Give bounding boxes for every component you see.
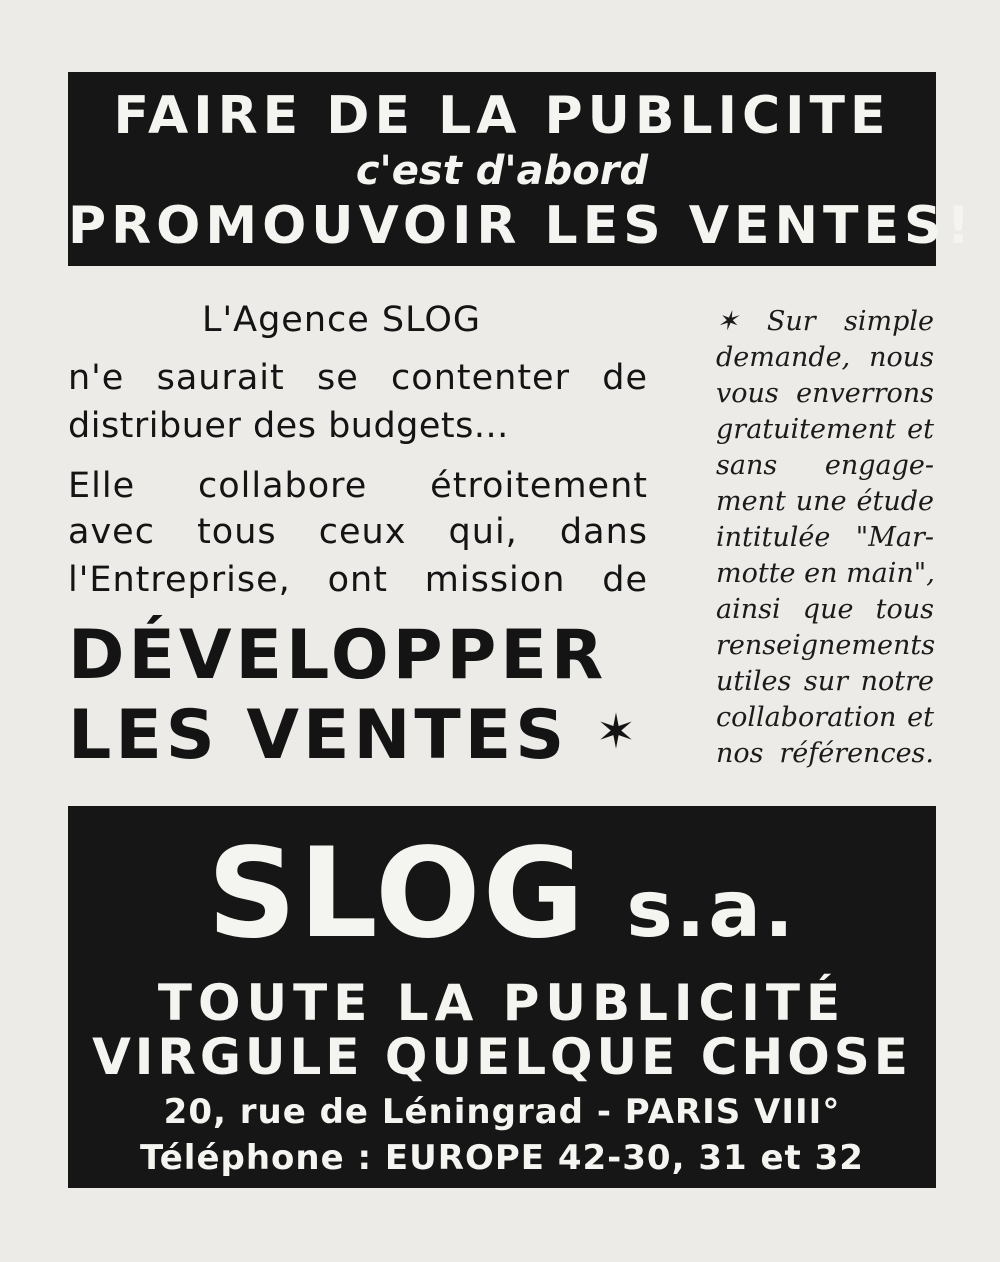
- side-note-line: utiles sur notre: [716, 666, 934, 697]
- body-line: Elle collabore étroitement: [68, 466, 648, 506]
- side-note-line: ment une étude: [716, 486, 934, 517]
- tagline-1: TOUTE LA PUBLICITÉ: [157, 974, 847, 1032]
- side-note-line: ainsi que tous: [716, 594, 934, 625]
- asterisk-star-icon: ✶: [595, 704, 641, 760]
- address: 20, rue de Léningrad - PARIS VIII°: [163, 1092, 841, 1132]
- body-line: l'Entreprise, ont mission de: [68, 560, 648, 600]
- side-note-line: collaboration et: [716, 702, 934, 733]
- brand-logo: [68, 822, 936, 966]
- side-note-line: demande, nous: [716, 342, 934, 373]
- body-line: distribuer des budgets...: [68, 406, 509, 446]
- footer-banner: [68, 806, 936, 1188]
- header-line-3: PROMOUVOIR LES VENTES!: [68, 196, 976, 256]
- side-note-line: vous enverrons: [716, 378, 934, 409]
- body-line-agency: L'Agence SLOG: [202, 300, 482, 340]
- phone: Téléphone : EUROPE 42-30, 31 et 32: [140, 1138, 864, 1178]
- header-banner: [68, 72, 976, 266]
- headline-sales-text: LES VENTES: [68, 696, 569, 775]
- brand-name: SLOG: [207, 822, 587, 966]
- side-note-line: motte en main",: [716, 558, 935, 589]
- body-line: avec tous ceux qui, dans: [68, 512, 648, 552]
- brand-suffix: s.a.: [626, 865, 797, 955]
- side-note-line: intitulée "Mar-: [716, 522, 934, 553]
- body-line: n'e saurait se contenter de: [68, 358, 648, 398]
- side-note-line: sans engage-: [716, 450, 934, 481]
- header-line-2: c'est d'abord: [355, 148, 649, 194]
- side-note-line: renseignements: [716, 630, 936, 661]
- headline-sales: [68, 696, 648, 775]
- tagline-2: VIRGULE QUELQUE CHOSE: [92, 1028, 912, 1086]
- side-note-line: gratuitement et: [716, 414, 934, 445]
- side-note-line: nos références.: [716, 738, 934, 769]
- headline-develop: DÉVELOPPER: [68, 616, 608, 695]
- side-note-line: ✶ Sur simple: [716, 306, 934, 337]
- header-line-1: FAIRE DE LA PUBLICITE: [113, 86, 891, 146]
